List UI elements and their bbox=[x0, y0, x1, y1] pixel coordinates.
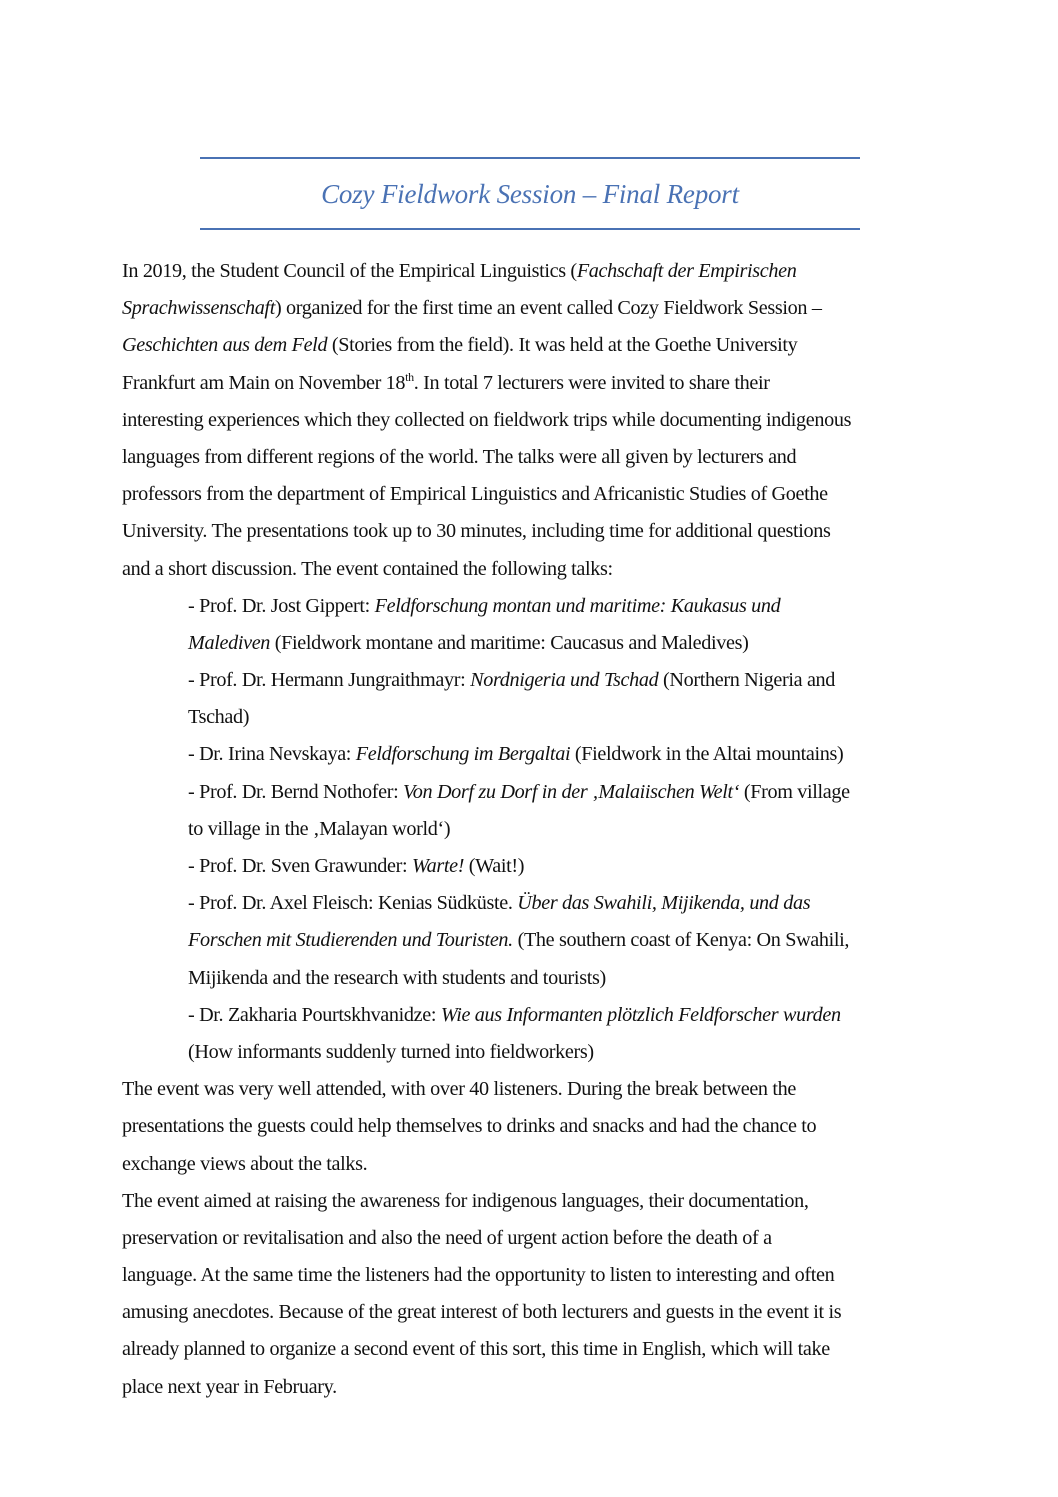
text-line bbox=[122, 253, 938, 290]
talk-item bbox=[122, 997, 938, 1071]
italic-term: Sprachwissenschaft bbox=[122, 297, 275, 320]
ordinal-superscript: th bbox=[405, 369, 414, 384]
text-line: already planned to organize a second event of this sort, this time in English, which will take bbox=[122, 1338, 830, 1361]
text-line bbox=[122, 699, 938, 736]
text-line bbox=[122, 662, 938, 699]
text-line: languages from different regions of the world. The talks were all given by lecturers and bbox=[122, 445, 797, 468]
text-line bbox=[122, 290, 938, 327]
text-line: professors from the department of Empirical Linguistics and Africanistic Studies of Goethe bbox=[122, 483, 828, 506]
talk-title: Forschen mit Studierenden und Touristen. bbox=[188, 929, 513, 952]
talk-title: Nordnigeria und Tschad bbox=[470, 669, 659, 692]
text-line: The event aimed at raising the awareness for indigenous languages, their documentation, bbox=[122, 1189, 809, 1212]
text-line: presentations the guests could help themselves to drinks and snacks and had the chance to bbox=[122, 1115, 817, 1138]
text-line bbox=[122, 365, 938, 402]
talk-item bbox=[122, 848, 938, 885]
text-line: exchange views about the talks. bbox=[122, 1152, 368, 1175]
title-top-rule bbox=[200, 157, 860, 159]
talk-item bbox=[122, 885, 938, 997]
talk-translation: (The southern coast of Kenya: On Swahili, bbox=[512, 929, 850, 952]
text-span: (Stories from the field). It was held at the Goethe University bbox=[327, 334, 798, 357]
text-line bbox=[122, 625, 938, 662]
talk-item bbox=[122, 736, 938, 773]
text-line: amusing anecdotes. Because of the great interest of both lecturers and guests in the event it is bbox=[122, 1301, 842, 1324]
talk-title: Wie aus Informanten plötzlich Feldforscher wurden bbox=[440, 1003, 841, 1026]
talk-speaker: - Dr. Zakharia Pourtskhvanidze: bbox=[188, 1003, 441, 1026]
talk-translation: (Northern Nigeria and bbox=[658, 669, 836, 692]
italic-term: Geschichten aus dem Feld bbox=[122, 334, 328, 357]
attendance-paragraph bbox=[122, 1071, 938, 1183]
text-line: University. The presentations took up to 30 minutes, including time for additional questions bbox=[122, 520, 831, 543]
talk-speaker: - Prof. Dr. Jost Gippert: bbox=[188, 594, 375, 617]
text-line bbox=[122, 848, 938, 885]
text-span: . In total 7 lecturers were invited to share their bbox=[413, 371, 770, 394]
text-line bbox=[122, 736, 938, 773]
text-line: and a short discussion. The event contained the following talks: bbox=[122, 557, 613, 580]
text-line bbox=[122, 922, 938, 959]
text-line: interesting experiences which they collected on fieldwork trips while documenting indigenous bbox=[122, 408, 852, 431]
text-span: ) organized for the first time an event called Cozy Fieldwork Session – bbox=[274, 297, 822, 320]
intro-paragraph bbox=[122, 253, 938, 588]
document-body bbox=[122, 253, 938, 1406]
text-line bbox=[122, 885, 938, 922]
text-line bbox=[122, 1034, 938, 1071]
text-line: preservation or revitalisation and also the need of urgent action before the death of a bbox=[122, 1226, 772, 1249]
talk-translation: (Wait!) bbox=[464, 855, 525, 877]
talk-title: Malediven bbox=[188, 631, 271, 654]
text-line: language. At the same time the listeners had the opportunity to listen to interesting and often bbox=[122, 1264, 835, 1287]
talk-speaker: - Dr. Irina Nevskaya: bbox=[188, 743, 356, 766]
title-bottom-rule bbox=[200, 228, 860, 230]
talk-speaker: - Prof. Dr. Hermann Jungraithmayr: bbox=[188, 669, 471, 692]
italic-term: Fachschaft der Empirischen bbox=[576, 260, 797, 282]
text-span: In 2019, the Student Council of the Empirical Linguistics ( bbox=[122, 260, 577, 282]
text-line bbox=[122, 997, 938, 1034]
conclusion-paragraph bbox=[122, 1183, 938, 1406]
text-line bbox=[122, 588, 938, 625]
talk-speaker: - Prof. Dr. Bernd Nothofer: bbox=[188, 780, 404, 803]
text-line: place next year in February. bbox=[122, 1375, 337, 1398]
talk-speaker: - Prof. Dr. Sven Grawunder: bbox=[188, 855, 412, 877]
talk-translation: (Fieldwork in the Altai mountains) bbox=[570, 743, 844, 766]
talks-list bbox=[122, 588, 938, 1071]
text-line bbox=[122, 811, 938, 848]
text-line: The event was very well attended, with over 40 listeners. During the break between the bbox=[122, 1078, 796, 1101]
talk-translation: Tschad) bbox=[188, 706, 250, 729]
talk-translation: (How informants suddenly turned into fieldworkers) bbox=[188, 1040, 594, 1063]
document-title: Cozy Fieldwork Session – Final Report bbox=[321, 179, 739, 209]
talk-item bbox=[122, 662, 938, 736]
talk-item bbox=[122, 588, 938, 662]
talk-title: Über das Swahili, Mijikenda, und das bbox=[517, 892, 811, 915]
text-line bbox=[122, 774, 938, 811]
talk-speaker: - Prof. Dr. Axel Fleisch: Kenias Südküste. bbox=[188, 892, 518, 915]
talk-title: Feldforschung montan und maritime: Kaukasus und bbox=[374, 594, 781, 617]
talk-translation: to village in the ‚Malayan world‘) bbox=[188, 817, 451, 840]
talk-translation: (Fieldwork montane and maritime: Caucasus and Maledives) bbox=[270, 631, 749, 654]
text-line bbox=[122, 960, 938, 997]
talk-translation: (From village bbox=[739, 780, 850, 803]
text-line bbox=[122, 327, 938, 364]
talk-title: Feldforschung im Bergaltai bbox=[355, 743, 571, 766]
talk-title: Von Dorf zu Dorf in der ‚Malaiischen Welt‘ bbox=[403, 780, 740, 803]
talk-item bbox=[122, 774, 938, 848]
talk-translation: Mijikenda and the research with students and tourists) bbox=[188, 966, 606, 989]
talk-title: Warte! bbox=[412, 855, 465, 877]
text-span: Frankfurt am Main on November 18 bbox=[122, 371, 406, 394]
